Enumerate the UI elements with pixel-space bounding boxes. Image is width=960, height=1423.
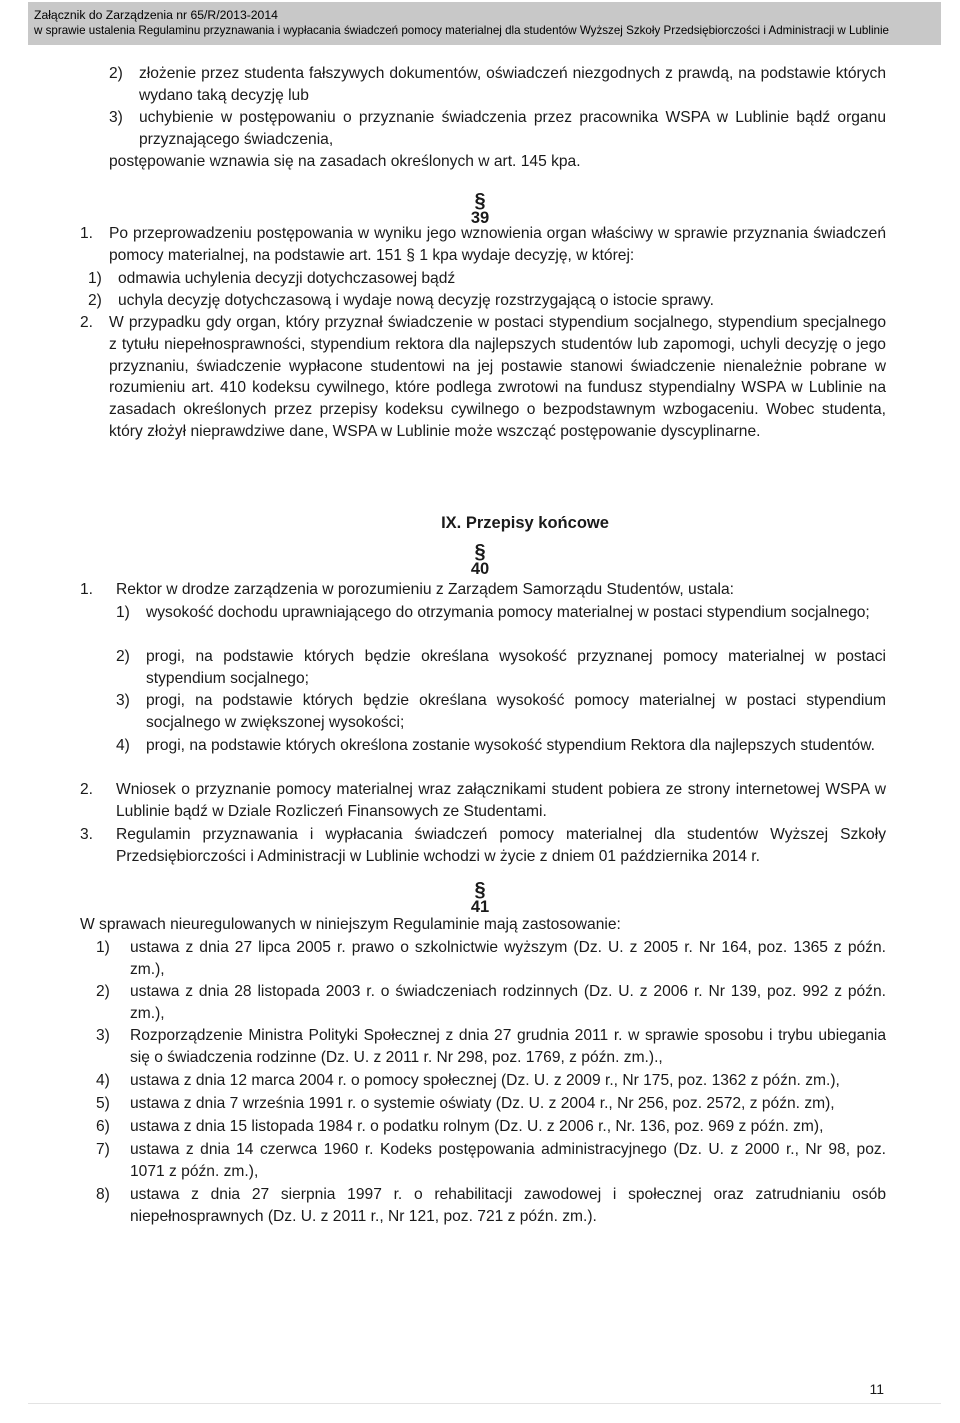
chapter-heading: IX. Przepisy końcowe [441,514,609,532]
list-text: progi, na podstawie których określona zostanie wysokość stypendium Rektora dla najlepszych studentów. [146,737,875,754]
s41-item-1 [96,937,886,981]
s40-paragraph-3 [80,824,886,868]
document-header [28,2,941,45]
list-text: ustawa z dnia 12 marca 2004 r. o pomocy społecznej (Dz. U. z 2009 r., Nr 175, poz. 1362 z późn. zm.), [130,1072,840,1089]
paragraph-number: 1. [80,225,94,242]
list-number: 1) [96,939,110,956]
list-text: progi, na podstawie których będzie określana wysokość pomocy materialnej w postaci stypendium socjalnego w zwiększonej wysokości; [146,692,886,731]
list-number: 8) [96,1186,110,1203]
s40-paragraph-2 [80,779,886,823]
top-tail: postępowanie wznawia się na zasadach określonych w art. 145 kpa. [109,153,581,170]
list-text: uchyla decyzję dotychczasową i wydaje nową decyzję rozstrzygającą o istocie sprawy. [118,292,715,309]
list-text: progi, na podstawie których będzie określana wysokość przyznanej pomocy materialnej w postaci stypendium socjalnego; [146,648,886,687]
top-item-3 [109,107,886,151]
paragraph-number: 2. [80,781,94,798]
s41-item-8 [96,1184,886,1228]
section-symbol: § [474,190,486,212]
page-number: 11 [869,1381,884,1397]
footer-divider [28,1403,941,1404]
list-text: wysokość dochodu uprawniającego do otrzymania pomocy materialnej w postaci stypendium socjalnego; [146,604,870,621]
header-line-1: Załącznik do Zarządzenia nr 65/R/2013-2014 [34,8,278,22]
list-text: ustawa z dnia 7 września 1991 r. o systemie oświaty (Dz. U. z 2004 r., Nr 256, poz. 2572, z późn. zm), [130,1095,835,1112]
list-text: ustawa z dnia 27 lipca 2005 r. prawo o szkolnictwie wyższym (Dz. U. z 2005 r. Nr 164, poz. 1365 z późn. zm.), [130,939,886,978]
section-symbol: § [474,879,486,901]
s39-paragraph-2 [80,312,886,443]
s41-item-7 [96,1139,886,1183]
s39-p1-item-2 [88,290,886,312]
list-number: 1) [116,604,130,621]
section-symbol: § [474,541,486,563]
list-number: 5) [96,1095,110,1112]
list-text: ustawa z dnia 14 czerwca 1960 r. Kodeks postępowania administracyjnego (Dz. U. z 2000 r., Nr 98, poz. 1071 z późn. zm.), [130,1141,886,1180]
s39-p1-item-1 [88,268,886,290]
header-line-2: w sprawie ustalenia Regulaminu przyznawania i wypłacania świadczeń pomocy materialnej dla studentów Wyższej Szkoły Przedsiębiorczości i Administracji w Lublinie [34,24,889,37]
list-number: 7) [96,1141,110,1158]
s39-paragraph-1 [80,223,886,267]
s41-intro: W sprawach nieuregulowanych w niniejszym Regulaminie mają zastosowanie: [80,916,621,933]
paragraph-text: W przypadku gdy organ, który przyznał świadczenie w postaci stypendium socjalnego, stypendium specjalnego z tytułu niepełnosprawności, stypendium rektora dla najlepszych studentów lub zapomogi, uchyli decyzję o jego przyznaniu, świadczenie wypłacone studentowi na jej postawie stanowi świadczenie nienależnie pobrane w rozumieniu art. 410 kodeksu cywilnego, które podlega zwrotowi na fundusz stypendialny WSPA w Lublinie na zasadach określonych przez przepisy kodeksu cywilnego o bezpodstawnym wzbogaceniu. Wobec studenta, który złożył nieprawdziwe dane, WSPA w Lublinie może wszcząć postępowanie dyscyplinarne. [109,314,886,440]
list-number: 4) [96,1072,110,1089]
list-number: 2) [88,292,102,309]
paragraph-text: Wniosek o przyznanie pomocy materialnej wraz załącznikami student pobiera ze strony internetowej WSPA w Lublinie bądź w Dziale Rozliczeń Finansowych ze Studentami. [116,781,886,820]
list-text: złożenie przez studenta fałszywych dokumentów, oświadczeń niezgodnych z prawdą, na podstawie których wydano taką decyzję lub [139,65,886,104]
paragraph-number: 3. [80,826,94,843]
s41-item-4 [96,1070,886,1092]
list-text: ustawa z dnia 28 listopada 2003 r. o świadczeniach rodzinnych (Dz. U. z 2006 r. Nr 139, poz. 992 z późn. zm.), [130,983,886,1022]
list-number: 2) [96,983,110,1000]
s40-p1-item-1 [116,602,886,624]
list-number: 1) [88,270,102,287]
list-number: 3) [96,1027,110,1044]
paragraph-number: 2. [80,314,94,331]
s41-item-2 [96,981,886,1025]
list-number: 4) [116,737,130,754]
section-40-heading [440,541,520,581]
s40-p1-item-2 [116,646,886,690]
paragraph-number: 1. [80,581,94,598]
s40-p1-item-3 [116,690,886,734]
list-number: 3) [109,109,123,126]
list-text: ustawa z dnia 15 listopada 1984 r. o podatku rolnym (Dz. U. z 2006 r., Nr. 136, poz. 969 z późn. zm), [130,1118,824,1135]
list-text: odmawia uchylenia decyzji dotychczasowej bądź [118,270,456,287]
s40-p1-item-4 [116,735,886,757]
paragraph-text: Rektor w drodze zarządzenia w porozumieniu z Zarządem Samorządu Studentów, ustala: [116,581,734,598]
list-text: uchybienie w postępowaniu o przyznanie świadczenia przez pracownika WSPA w Lublinie bądź organu przyznającego świadczenia, [139,109,886,148]
list-text: Rozporządzenie Ministra Polityki Społecznej z dnia 27 grudnia 2011 r. w sprawie sposobu i trybu ubiegania się o świadczenia rodzinne (Dz. U. z 2011 r. Nr 298, poz. 1769, z późn. zm.)., [130,1027,886,1066]
top-item-2 [109,63,886,107]
list-number: 2) [109,65,123,82]
paragraph-text: Po przeprowadzeniu postępowania w wyniku jego wznowienia organ właściwy w sprawie przyznania świadczeń pomocy materialnej, na podstawie art. 151 § 1 kpa wydaje decyzję, w której: [109,225,886,264]
paragraph-text: Regulamin przyznawania i wypłacania świadczeń pomocy materialnej dla studentów Wyższej Szkoły Przedsiębiorczości i Administracji w Lublinie wchodzi w życie z dniem 01 października 2014 r. [116,826,886,865]
list-number: 2) [116,648,130,665]
s41-item-6 [96,1116,886,1138]
list-number: 6) [96,1118,110,1135]
s41-item-3 [96,1025,886,1069]
s41-item-5 [96,1093,886,1115]
list-number: 3) [116,692,130,709]
section-number: 39 [470,209,490,227]
section-number: 40 [470,560,490,578]
section-number: 41 [470,898,490,916]
list-text: ustawa z dnia 27 sierpnia 1997 r. o rehabilitacji zawodowej i społecznej oraz zatrudnianiu osób niepełnosprawnych (Dz. U. z 2011 r., Nr 121, poz. 721 z późn. zm.). [130,1186,886,1225]
s40-paragraph-1 [80,579,886,601]
